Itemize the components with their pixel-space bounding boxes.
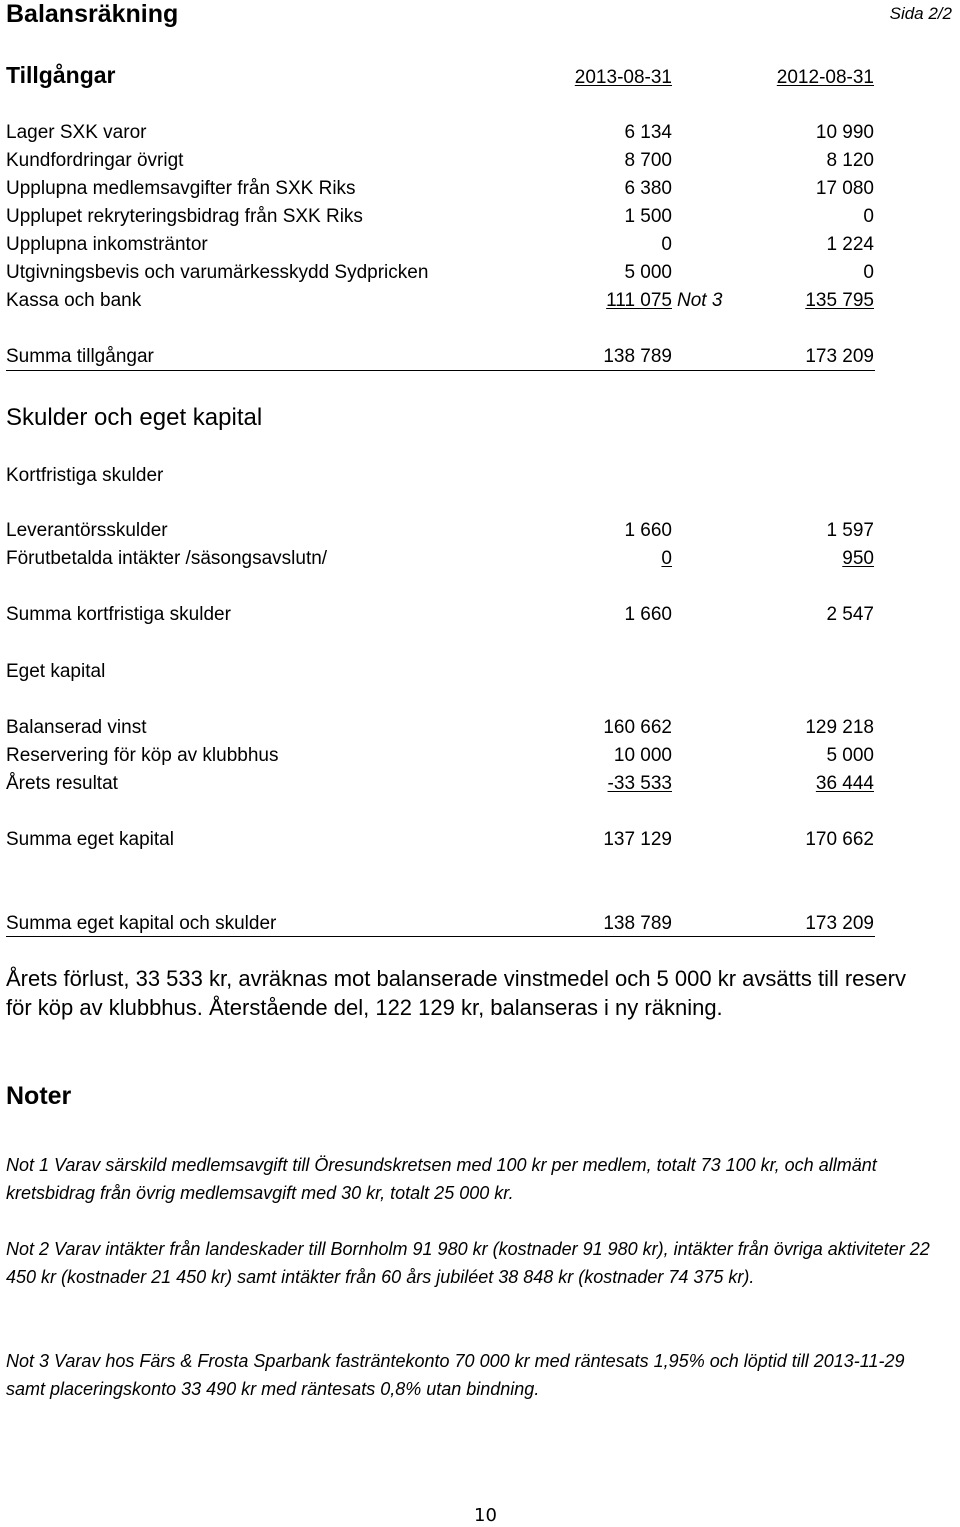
table-row — [0, 520, 960, 546]
note-reference: Not 3 — [677, 290, 723, 311]
value-2012: 0 — [863, 262, 874, 283]
row-label: Leverantörsskulder — [6, 520, 168, 541]
table-row — [0, 262, 960, 288]
column-header-2013: 2013-08-31 — [574, 67, 672, 88]
total-row — [0, 604, 960, 630]
total-2012: 170 662 — [805, 829, 874, 850]
value-2012: 950 — [842, 548, 874, 569]
notes-heading: Noter — [6, 1082, 72, 1110]
table-row — [0, 745, 960, 771]
value-2013: 6 380 — [624, 178, 672, 199]
table-row — [0, 122, 960, 148]
total-2012: 173 209 — [805, 346, 874, 367]
value-2013: 111 075 — [606, 290, 672, 311]
divider — [6, 370, 875, 371]
value-2013: 0 — [661, 548, 672, 569]
note-1: Not 1 Varav särskild medlemsavgift till Öresundskretsen med 100 kr per medlem, totalt 73 100 kr, och allmänt kretsbidrag från övrig medlemsavgift med 30 kr, totalt 25 000 kr. — [6, 1155, 877, 1203]
row-label: Årets resultat — [6, 773, 118, 794]
row-label: Förutbetalda intäkter /säsongsavslutn/ — [6, 548, 328, 569]
table-row — [0, 234, 960, 260]
value-2012: 8 120 — [826, 150, 874, 171]
table-row — [0, 150, 960, 176]
table-row — [0, 178, 960, 204]
value-2013: 1 500 — [624, 206, 672, 227]
value-2013: -33 533 — [607, 773, 672, 794]
value-2013: 8 700 — [624, 150, 672, 171]
value-2013: 1 660 — [624, 520, 672, 541]
total-2013: 138 789 — [603, 913, 672, 934]
value-2012: 5 000 — [826, 745, 874, 766]
row-label: Utgivningsbevis och varumärkesskydd Sydpricken — [6, 262, 429, 283]
table-row — [0, 290, 960, 316]
value-2013: 5 000 — [624, 262, 672, 283]
row-label: Upplupna inkomsträntor — [6, 234, 208, 255]
note-2: Not 2 Varav intäkter från landeskader till Bornholm 91 980 kr (kostnader 91 980 kr), intäkter från övriga aktiviteter 22 450 kr (kostnader 21 450 kr) samt intäkter från 60 års jubiléet 38 848 kr (kostnader 74 375 kr). — [6, 1239, 930, 1287]
equity-heading: Eget kapital — [6, 661, 106, 682]
value-2013: 0 — [661, 234, 672, 255]
value-2013: 10 000 — [613, 745, 672, 766]
assets-heading: Tillgångar — [6, 62, 116, 88]
value-2012: 36 444 — [815, 773, 874, 794]
column-header-2012: 2012-08-31 — [776, 67, 874, 88]
total-row — [0, 829, 960, 855]
row-label: Upplupet rekryteringsbidrag från SXK Riks — [6, 206, 363, 227]
value-2012: 135 795 — [805, 290, 874, 311]
total-label: Summa eget kapital och skulder — [6, 913, 277, 934]
table-row — [0, 548, 960, 574]
result-statement: Årets förlust, 33 533 kr, avräknas mot balanserade vinstmedel och 5 000 kr avsätts till reserv för köp av klubbhus. Återstående del, 122 129 kr, balanseras i ny räkning. — [6, 966, 906, 1020]
total-2013: 138 789 — [603, 346, 672, 367]
value-2013: 6 134 — [624, 122, 672, 143]
value-2012: 129 218 — [805, 717, 874, 738]
total-label: Summa tillgångar — [6, 346, 154, 367]
value-2012: 0 — [863, 206, 874, 227]
short-term-heading: Kortfristiga skulder — [6, 465, 164, 486]
table-row — [0, 206, 960, 232]
value-2012: 1 224 — [826, 234, 874, 255]
row-label: Reservering för köp av klubbhus — [6, 745, 279, 766]
table-row — [0, 773, 960, 799]
liabilities-heading: Skulder och eget kapital — [6, 404, 263, 431]
total-2012: 2 547 — [826, 604, 874, 625]
row-label: Lager SXK varor — [6, 122, 147, 143]
note-3: Not 3 Varav hos Färs & Frosta Sparbank fasträntekonto 70 000 kr med räntesats 1,95% och löptid till 2013-11-29 samt placeringskonto 33 490 kr med räntesats 0,8% utan bindning. — [6, 1351, 905, 1399]
table-row — [0, 717, 960, 743]
total-label: Summa kortfristiga skulder — [6, 604, 231, 625]
total-row — [0, 346, 960, 372]
value-2012: 1 597 — [826, 520, 874, 541]
page-indicator: Sida 2/2 — [889, 4, 952, 23]
value-2012: 10 990 — [815, 122, 874, 143]
divider — [6, 936, 875, 937]
row-label: Upplupna medlemsavgifter från SXK Riks — [6, 178, 356, 199]
value-2013: 160 662 — [603, 717, 672, 738]
page-title: Balansräkning — [6, 0, 179, 28]
row-label: Kundfordringar övrigt — [6, 150, 184, 171]
total-2012: 173 209 — [805, 913, 874, 934]
total-2013: 1 660 — [624, 604, 672, 625]
row-label: Balanserad vinst — [6, 717, 147, 738]
row-label: Kassa och bank — [6, 290, 142, 311]
page-number: 10 — [474, 1505, 497, 1526]
value-2012: 17 080 — [815, 178, 874, 199]
total-label: Summa eget kapital — [6, 829, 174, 850]
total-2013: 137 129 — [603, 829, 672, 850]
